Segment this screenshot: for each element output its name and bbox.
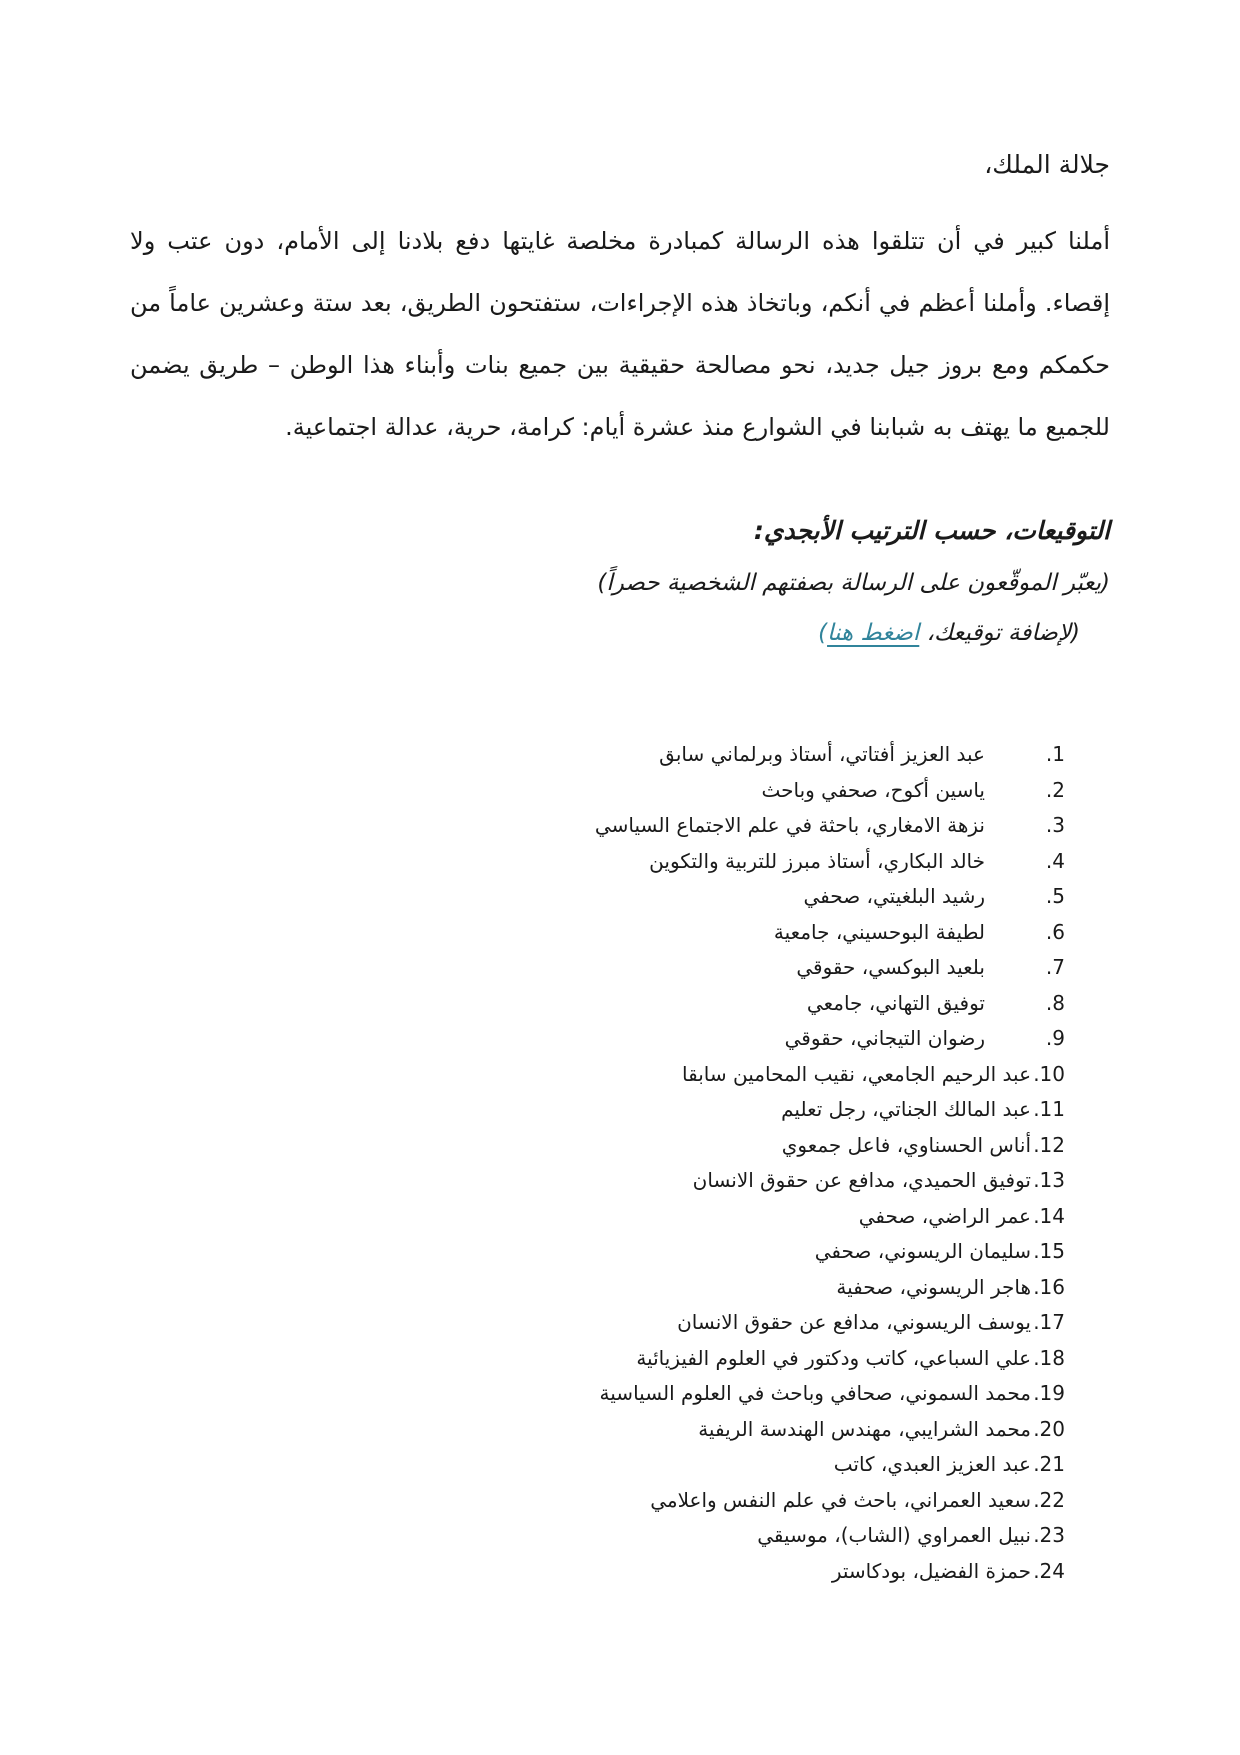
list-item-text: رضوان التيجاني، حقوقي	[784, 1026, 985, 1050]
list-item	[130, 1133, 1065, 1169]
list-item-text: يوسف الريسوني، مدافع عن حقوق الانسان	[677, 1310, 1031, 1334]
list-item	[130, 1452, 1065, 1488]
list-item-text: عبد الرحيم الجامعي، نقيب المحامين سابقا	[682, 1061, 1031, 1086]
list-item-text: عبد العزيز العبدي، كاتب	[833, 1452, 1031, 1476]
list-item-number: .8	[1045, 990, 1065, 1015]
salutation: جلالة الملك،	[984, 150, 1110, 179]
list-item-text: نبيل العمراوي (الشاب)، موسيقي	[757, 1523, 1031, 1547]
list-item-number: .20	[1033, 1416, 1065, 1441]
list-item-text: علي السباعي، كاتب ودكتور في العلوم الفيزيائية	[636, 1345, 1031, 1370]
list-item-number: .6	[1045, 919, 1065, 944]
list-item	[130, 991, 1065, 1027]
list-item-number: .16	[1033, 1274, 1065, 1299]
list-item-text: أناس الحسناوي، فاعل جمعوي	[781, 1132, 1031, 1157]
list-item-number: .21	[1033, 1452, 1065, 1476]
signatures-list	[130, 742, 1110, 1594]
list-item-number: .10	[1033, 1061, 1065, 1086]
list-item-text: محمد الشرايبي، مهندس الهندسة الريفية	[698, 1416, 1031, 1441]
list-item-number: .24	[1033, 1558, 1065, 1583]
list-item-text: رشيد البلغيتي، صحفي	[803, 884, 985, 908]
list-item	[130, 920, 1065, 956]
add-signature-suffix: )	[818, 620, 828, 646]
list-item-text: هاجر الريسوني، صحفية	[836, 1274, 1031, 1299]
letter-body-paragraph: أملنا كبير في أن تتلقوا هذه الرسالة كمبادرة مخلصة غايتها دفع بلادنا إلى الأمام، دون عتب ولا إقصاء. وأملنا أعظم في أنكم، وباتخاذ هذه الإجراءات، ستفتحون الطريق، بعد ستة وعشرين عاماً من حكمكم ومع بروز جيل جديد، نحو مصالحة حقيقية بين جميع بنات وأبناء هذا الوطن – طريق يضمن للجميع ما يهتف به شبابنا في الشوارع منذ عشرة أيام: كرامة، حرية، عدالة اجتماعية.	[130, 227, 1110, 441]
list-item-text: عبد المالك الجناتي، رجل تعليم	[781, 1097, 1031, 1121]
list-item-number: .14	[1033, 1203, 1065, 1228]
list-item-number: .13	[1033, 1168, 1065, 1192]
list-item-text: سليمان الريسوني، صحفي	[814, 1239, 1031, 1263]
list-item-text: سعيد العمراني، باحث في علم النفس واعلامي	[650, 1487, 1031, 1512]
list-item-number: .23	[1033, 1523, 1065, 1547]
list-item-number: .18	[1033, 1345, 1065, 1370]
list-item-text: بلعيد البوكسي، حقوقي	[796, 955, 985, 979]
list-item-text: ياسين أكوح، صحفي وباحث	[761, 777, 985, 802]
list-item-number: .15	[1033, 1239, 1065, 1263]
list-item	[130, 955, 1065, 991]
list-item-text: لطيفة البوحسيني، جامعية	[773, 919, 985, 944]
list-item-number: .19	[1033, 1381, 1065, 1405]
list-item	[130, 1559, 1065, 1595]
list-item-number: .7	[1045, 955, 1065, 979]
list-item	[130, 1275, 1065, 1311]
signatures-note: (يعبّر الموقّعون على الرسالة بصفتهم الشخصية حصراً)	[597, 570, 1110, 596]
add-signature-link[interactable]: اضغط هنا	[827, 620, 920, 646]
list-item	[130, 1310, 1065, 1346]
add-signature-line	[130, 614, 1110, 652]
list-item-text: توفيق الحميدي، مدافع عن حقوق الانسان	[692, 1168, 1031, 1192]
list-item-number: .9	[1045, 1026, 1065, 1050]
list-item	[130, 813, 1065, 849]
list-item	[130, 742, 1065, 778]
list-item-number: .5	[1045, 884, 1065, 908]
list-item	[130, 884, 1065, 920]
list-item-number: .1	[1045, 742, 1065, 766]
signatures-heading: التوقيعات، حسب الترتيب الأبجدي:	[753, 516, 1110, 545]
list-item-text: خالد البكاري، أستاذ مبرز للتربية والتكوين	[649, 848, 985, 873]
list-item-text: عبد العزيز أفتاتي، أستاذ وبرلماني سابق	[659, 742, 985, 766]
list-item-text: عمر الراضي، صحفي	[858, 1203, 1031, 1228]
list-item-number: .4	[1045, 848, 1065, 873]
list-item-number: .22	[1033, 1487, 1065, 1512]
list-item	[130, 1523, 1065, 1559]
list-item	[130, 1381, 1065, 1417]
list-item-text: توفيق التهاني، جامعي	[806, 990, 985, 1015]
list-item	[130, 1417, 1065, 1453]
list-item	[130, 1026, 1065, 1062]
list-item	[130, 1346, 1065, 1382]
list-item-number: .12	[1033, 1132, 1065, 1157]
list-item-number: .17	[1033, 1310, 1065, 1334]
list-item	[130, 1204, 1065, 1240]
list-item	[130, 849, 1065, 885]
list-item	[130, 1062, 1065, 1098]
list-item-text: حمزة الفضيل، بودكاستر	[831, 1558, 1031, 1583]
list-item-number: .3	[1045, 813, 1065, 837]
list-item-text: نزهة الامغاري، باحثة في علم الاجتماع السياسي	[594, 813, 985, 837]
list-item-number: .2	[1045, 777, 1065, 802]
list-item-number: .11	[1033, 1097, 1065, 1121]
list-item	[130, 1239, 1065, 1275]
add-signature-prefix: (لإضافة توقيعك،	[919, 620, 1080, 646]
list-item	[130, 1097, 1065, 1133]
list-item-text: محمد السموني، صحافي وباحث في العلوم السياسية	[599, 1381, 1031, 1405]
list-item	[130, 1488, 1065, 1524]
list-item	[130, 778, 1065, 814]
list-item	[130, 1168, 1065, 1204]
